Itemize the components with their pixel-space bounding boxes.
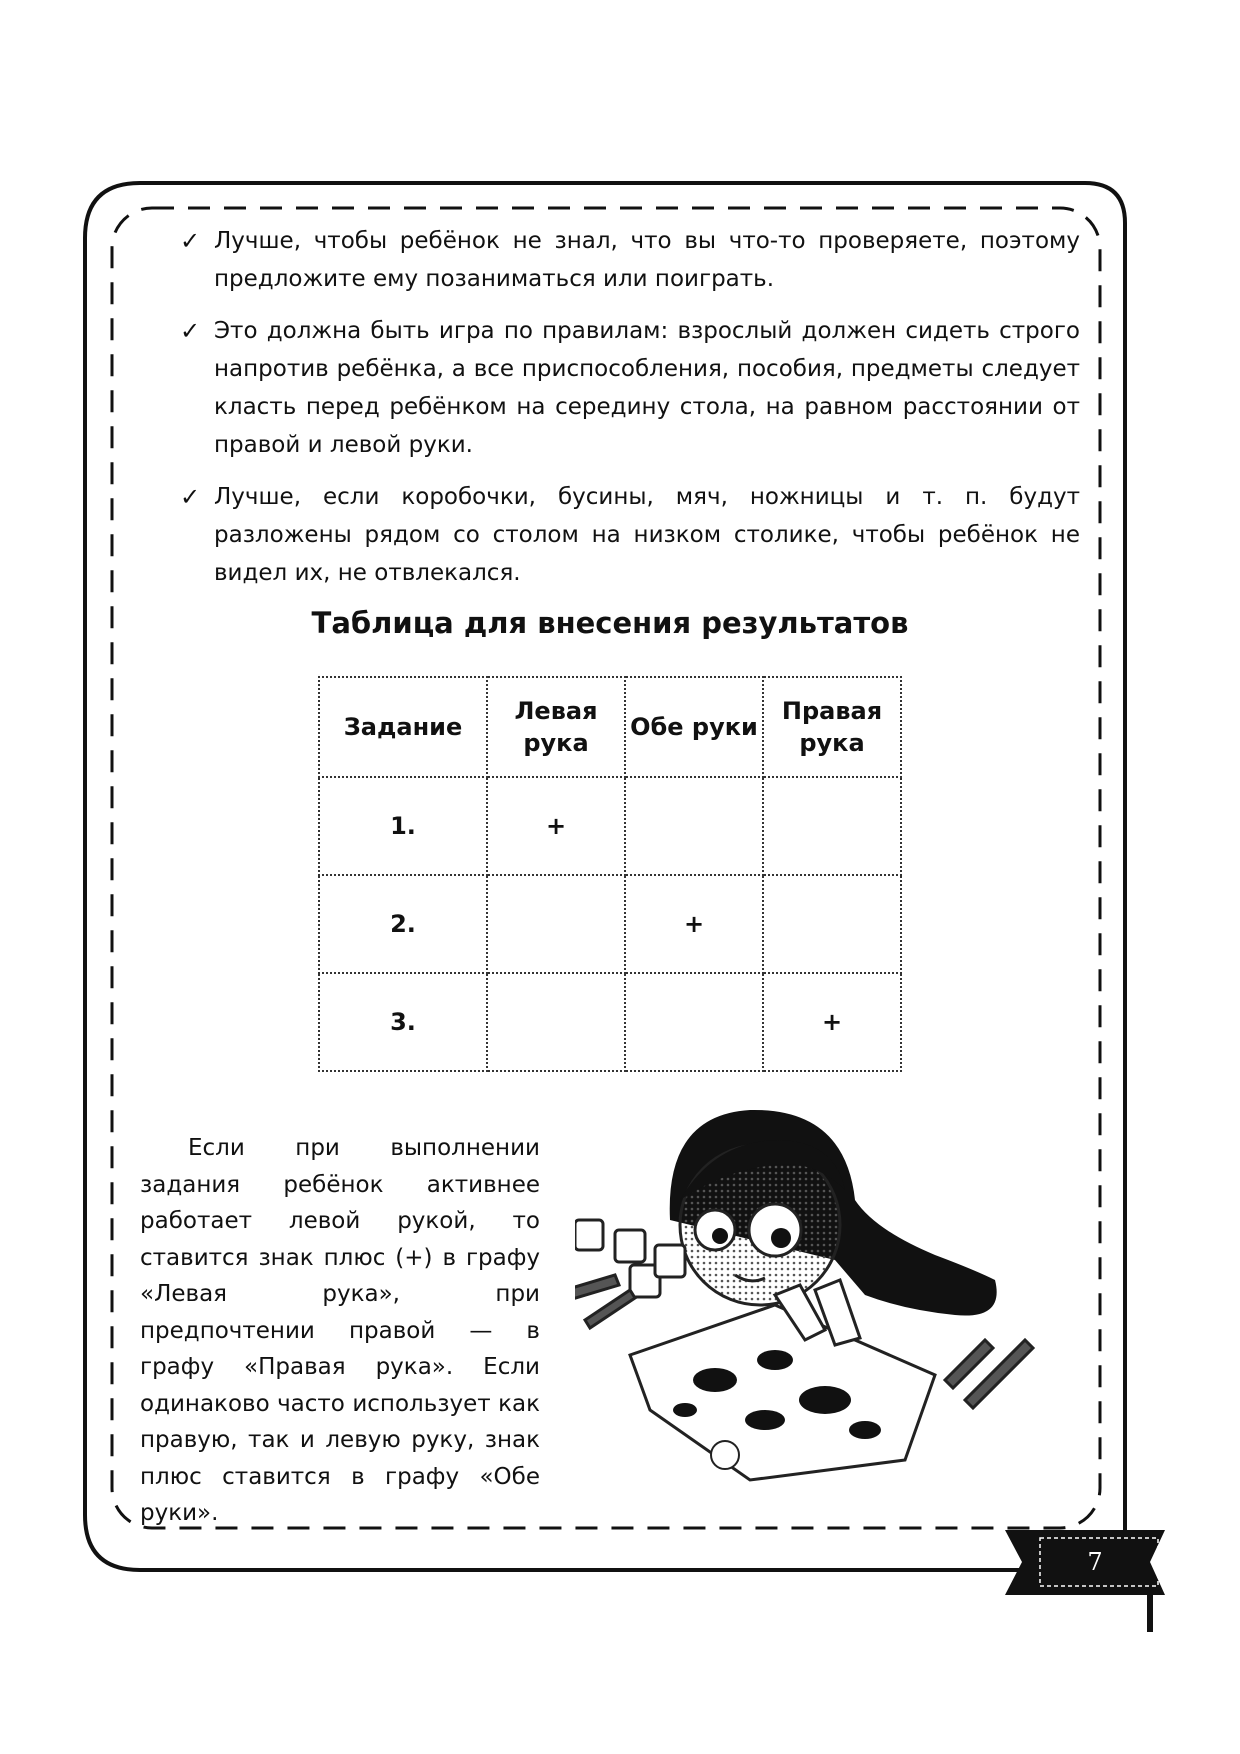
paper-sheet [630,1305,935,1480]
table-cell: + [487,777,625,875]
table-cell [487,875,625,973]
task-number: 3. [319,973,487,1071]
header-both-hands: Обе руки [625,677,763,777]
results-table [318,676,902,1072]
table-row [319,973,901,1071]
table-cell: + [625,875,763,973]
table-cell [763,777,901,875]
check-icon: ✓ [180,227,201,255]
header-right-hand: Правая рука [763,677,901,777]
instruction-item: ✓ Лучше, если коробочки, бусины, мяч, ножницы и т. п. будут разложены рядом со столом на низком столике, чтобы ребёнок не видел их, не отвлекался. [180,478,1080,592]
table-cell [763,875,901,973]
table-row [319,875,901,973]
flower-drawing [711,1441,739,1469]
check-icon: ✓ [180,483,201,511]
table-title: Таблица для внесения результатов [311,606,909,640]
header-task: Задание [319,677,487,777]
explanation-paragraph: Если при выполнении задания ребёнок активнее работает левой рукой, то ставится знак плюс (+) в графу «Левая рука», при предпочтении правой — в графу «Правая рука». Если одинаково часто использует как правую, так и левую руку, знак плюс ставится в графу «Обе руки». [140,1135,540,1526]
girl-painting-illustration [575,1080,1095,1510]
table-row [319,777,901,875]
instruction-item: ✓ Лучше, чтобы ребёнок не знал, что вы что-то проверяете, поэтому предложите ему позаниматься или поиграть. [180,222,1080,298]
header-left-hand: Левая рука [487,677,625,777]
page-number: 7 [1087,1548,1103,1576]
table-cell [625,777,763,875]
task-number: 1. [319,777,487,875]
page-number-ribbon [1005,1530,1165,1632]
table-header-row [319,677,901,777]
instruction-item: ✓ Это должна быть игра по правилам: взрослый должен сидеть строго напротив ребёнка, а все приспособления, пособия, предметы следует класть перед ребёнком на середину стола, на равном расстоянии от правой и левой руки. [180,312,1080,464]
task-number: 2. [319,875,487,973]
table-cell [625,973,763,1071]
check-icon: ✓ [180,317,201,345]
table-cell [487,973,625,1071]
table-cell: + [763,973,901,1071]
instructions-list [180,222,1080,606]
